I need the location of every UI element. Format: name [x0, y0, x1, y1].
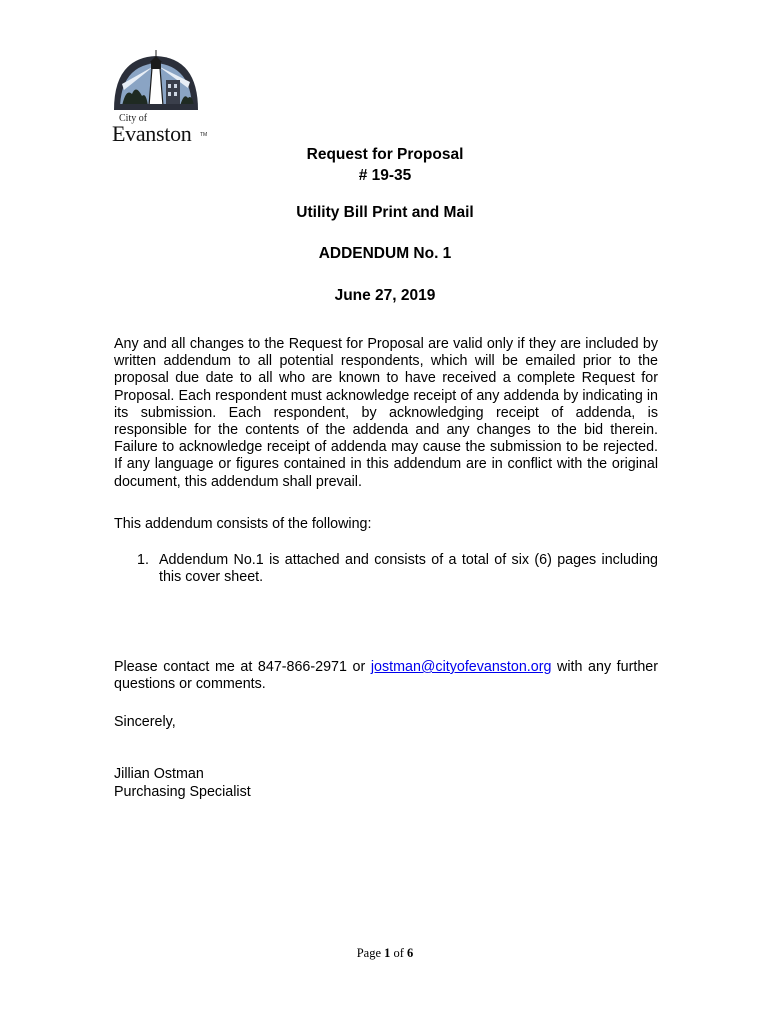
contact-email-link[interactable]: jostman@cityofevanston.org: [370, 659, 552, 675]
lighthouse-emblem-icon: [108, 44, 204, 116]
logo-city-of-text: City of: [119, 113, 148, 124]
rfp-title: Request for Proposal: [306, 146, 464, 163]
list-item-text: Addendum No.1 is attached and consists of a total of six (6) pages including this cover sheet.: [159, 552, 658, 586]
addendum-date: June 27, 2019: [334, 287, 436, 304]
signer-name: Jillian Ostman: [114, 766, 204, 782]
logo-trademark: TM: [200, 132, 208, 138]
footer-page-total: 6: [407, 946, 414, 960]
contact-prefix: Please contact me at 847-866-2971 or: [114, 659, 371, 675]
consists-intro: This addendum consists of the following:: [114, 516, 372, 532]
contact-paragraph: [114, 659, 658, 693]
city-of-evanston-logo: [108, 44, 208, 148]
list-item-number: 1.: [137, 552, 149, 568]
footer-of-word: of: [393, 946, 404, 960]
page-number-footer: [0, 946, 770, 961]
rfp-number: # 19-35: [358, 167, 412, 184]
intro-paragraph: Any and all changes to the Request for Proposal are valid only if they are included by written addendum to all potential respondents, which will be emailed prior to the proposal due date to all who are known to have received a complete Request for Proposal. Each respondent must acknowledge receipt of any addenda by indicating in its submission. Each respondent, by acknowledging receipt of addenda, is responsible for the contents of the addenda and any changes to the bid therein. Failure to acknowledge receipt of addenda may cause the submission to be rejected. If any language or figures contained in this addendum are in conflict with the original document, this addendum shall prevail.: [114, 336, 658, 490]
addendum-heading: ADDENDUM No. 1: [318, 245, 452, 262]
signer-title: Purchasing Specialist: [114, 784, 251, 800]
rfp-subject: Utility Bill Print and Mail: [296, 204, 474, 221]
footer-page-word: Page: [356, 946, 381, 960]
logo-evanston-text: Evanston: [112, 121, 192, 146]
footer-page-current: 1: [384, 946, 391, 960]
closing-salutation: Sincerely,: [114, 714, 176, 730]
contact-suffix: with any further questions or comments.: [114, 659, 658, 693]
